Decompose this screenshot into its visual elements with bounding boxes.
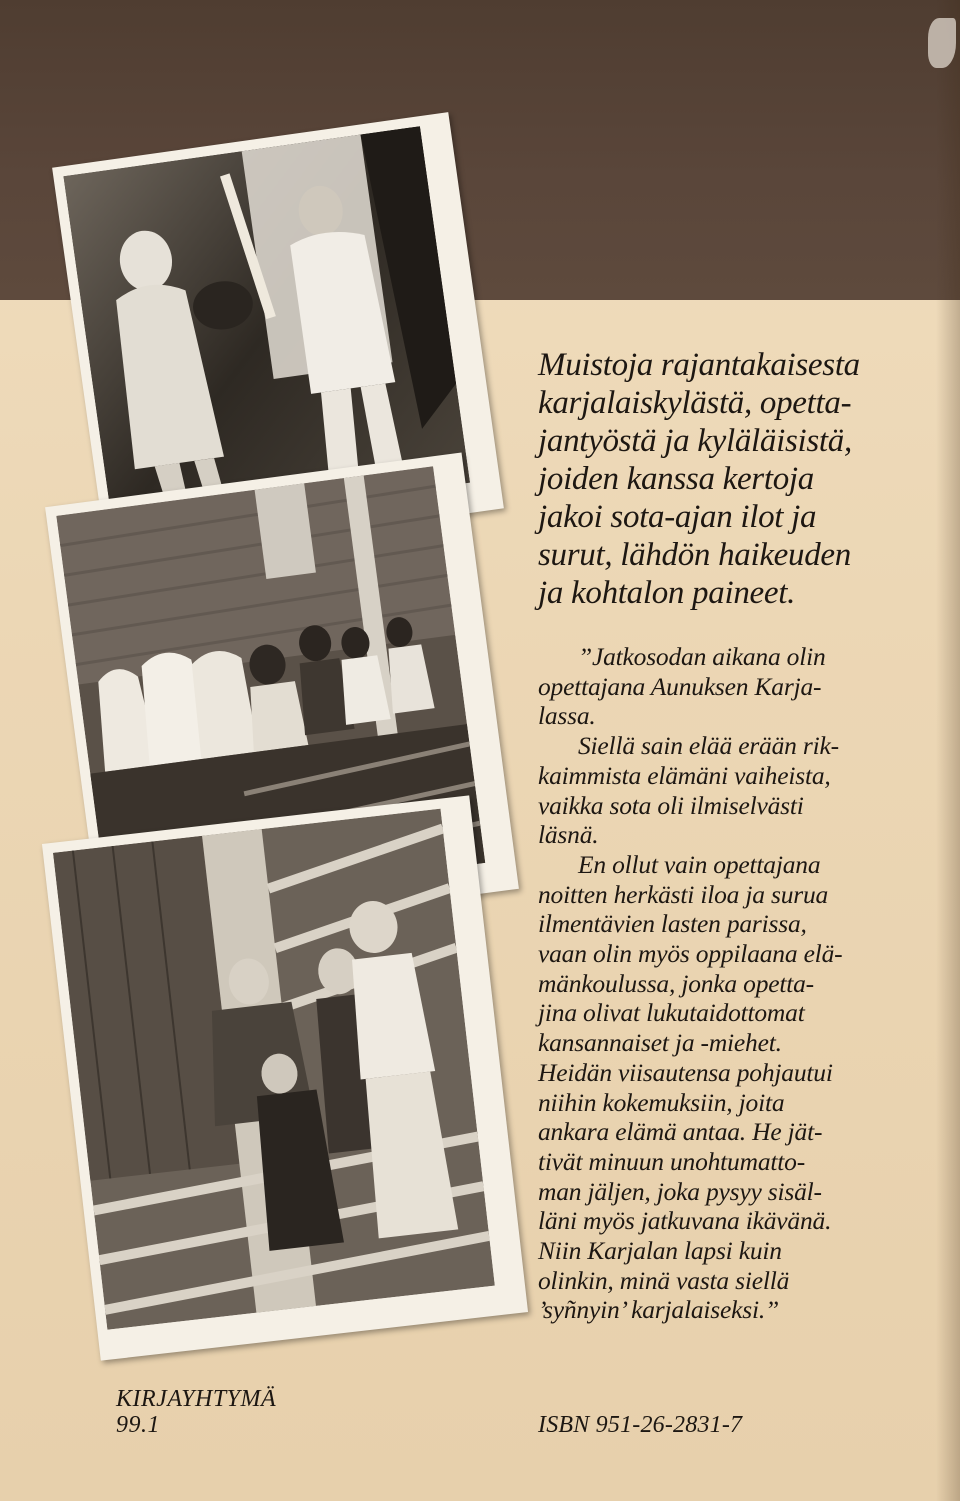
quote-line: läni myös jatkuvana ikävänä. [538, 1206, 832, 1236]
soldier-and-women-on-steps-photo [42, 795, 528, 1360]
quote-line: noitten herkästi iloa ja surua [538, 879, 829, 909]
quote-line: opettajana Aunuksen Karja- [538, 671, 822, 701]
quote-line: lassa. [538, 701, 596, 731]
back-cover-text [538, 346, 948, 1325]
worn-corner [928, 18, 956, 68]
intro-line: Muistoja rajantakaisesta [538, 347, 860, 383]
author-quote [538, 642, 948, 1325]
quote-line: kansannaiset ja -miehet. [538, 1028, 782, 1058]
intro-line: karjalaiskylästä, opetta- [538, 385, 852, 421]
quote-line: Heidän viisautensa pohjautui [538, 1057, 833, 1087]
intro-line: surut, lähdön haikeuden [538, 537, 851, 573]
quote-line: läsnä. [538, 820, 599, 850]
quote-line: ’syñnyin’ karjalaiseksi.” [538, 1295, 780, 1325]
quote-line: ”Jatkosodan aikana olin [578, 642, 826, 671]
intro-line: jakoi sota-ajan ilot ja [538, 499, 817, 535]
quote-line: kaimmista elämäni vaiheista, [538, 760, 831, 790]
intro-line: jantyöstä ja kyläläisistä, [538, 423, 852, 459]
quote-line: ilmentävien lasten parissa, [538, 909, 807, 939]
soldier-and-women-image [53, 809, 495, 1330]
intro-line: joiden kanssa kertoja [538, 461, 814, 497]
quote-line: En ollut vain opettajana [578, 849, 821, 879]
quote-line: man jäljen, joka pysyy sisäl- [538, 1176, 822, 1206]
quote-line: jina olivat lukutaidottomat [538, 998, 805, 1028]
isbn-number: ISBN 951-26-2831-7 [538, 1412, 743, 1438]
publisher-name: KIRJAYHTYMÄ [116, 1386, 277, 1412]
quote-line: mänkoulussa, jonka opetta- [538, 968, 814, 998]
quote-line: vaikka sota oli ilmiselvästi [538, 790, 804, 820]
quote-line: Niin Karjalan lapsi kuin [538, 1236, 782, 1266]
intro-blurb [538, 346, 948, 612]
publisher-code: 99.1 [116, 1412, 160, 1438]
intro-line: ja kohtalon paineet. [538, 575, 796, 611]
publisher-imprint [116, 1386, 276, 1438]
quote-line: olinkin, minä vasta siellä [538, 1265, 790, 1295]
quote-line: niihin kokemuksiin, joita [538, 1087, 785, 1117]
quote-line: ankara elämä antaa. He jät- [538, 1117, 823, 1147]
quote-line: vaan olin myös oppilaana elä- [538, 939, 843, 969]
quote-line: Siellä sain elää erään rik- [578, 731, 839, 761]
quote-line: tivät minuun unohtumatto- [538, 1146, 805, 1176]
